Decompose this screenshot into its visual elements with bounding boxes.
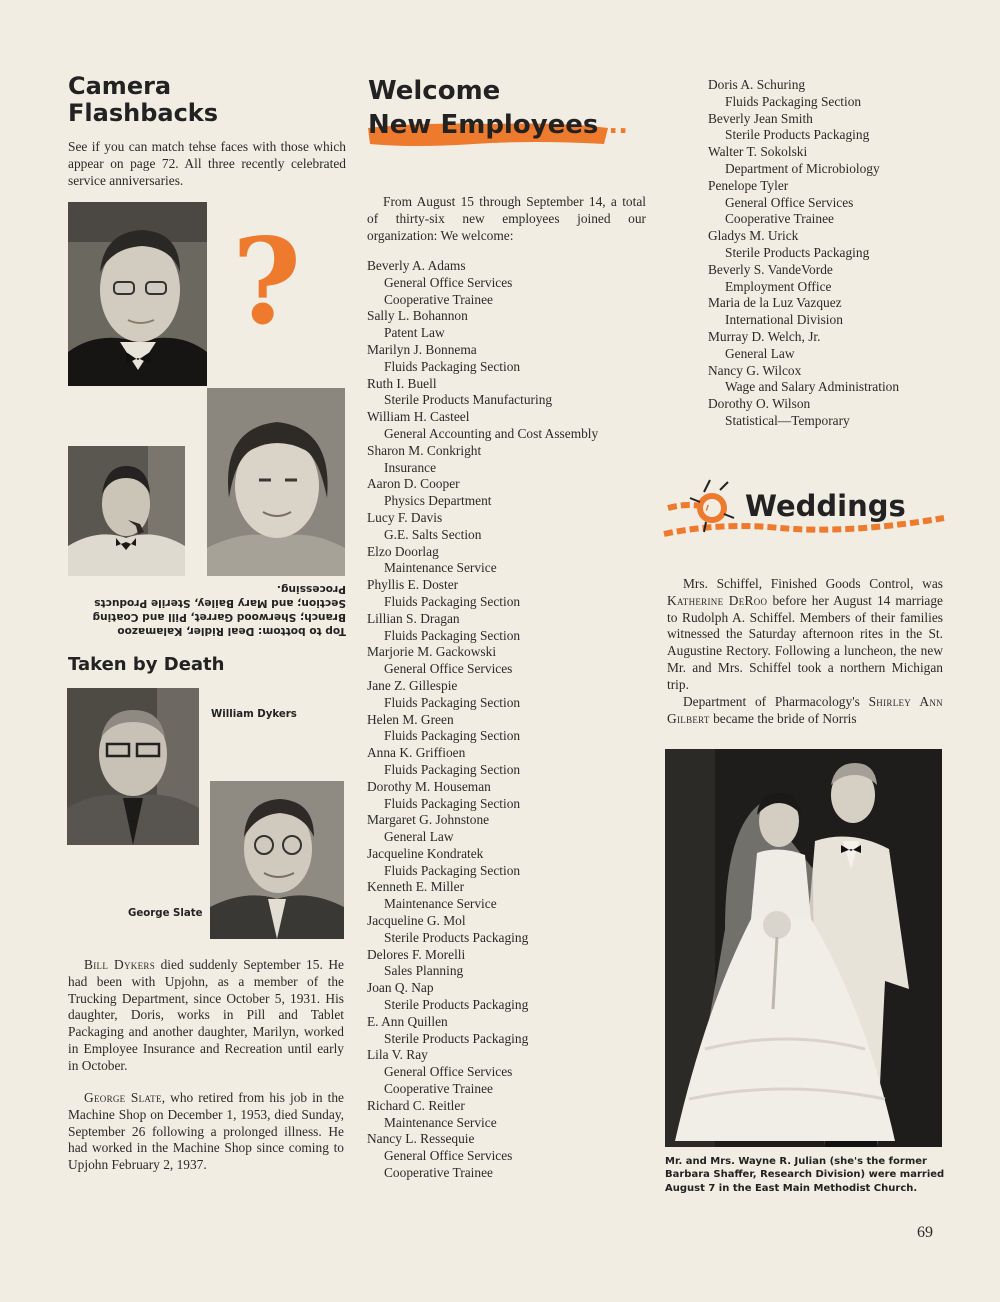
bride-and-groom-illustration <box>665 749 942 1147</box>
employee-name: Marilyn J. Bonnema <box>367 341 477 357</box>
employee-name: Maria de la Luz Vazquez <box>708 295 842 311</box>
portrait-george-slate <box>210 781 344 939</box>
obituary-slate: George Slate, who retired from his job in the Machine Shop on December 1, 1953, died Sunday, September 26 following a prolonged illness. He had worked in the Machine Shop since coming to Upjohn February 2, 1937. <box>68 1090 344 1173</box>
employee-name: Marjorie M. Gackowski <box>367 644 497 660</box>
portrait-woman-bob <box>207 388 345 576</box>
employee-name: Kenneth E. Miller <box>367 879 465 895</box>
employee-name: Delores F. Morelli <box>367 946 466 962</box>
flashback-photo-1 <box>68 202 207 386</box>
wedding-photo <box>665 749 942 1147</box>
portrait-man-tuxedo <box>68 202 207 386</box>
employee-department: Patent Law <box>384 325 445 341</box>
employee-department: General Office Services <box>384 1064 513 1080</box>
employee-department: Cooperative Trainee <box>384 1081 493 1097</box>
employee-name: Nancy L. Ressequie <box>367 1131 475 1147</box>
weddings-title: Weddings <box>745 489 906 523</box>
employee-name: Ruth I. Buell <box>367 375 437 391</box>
employee-name: Walter T. Sokolski <box>708 144 808 160</box>
employee-department: Statistical—Temporary <box>725 412 850 428</box>
flashback-photo-3 <box>207 388 345 576</box>
employee-department: Fluids Packaging Section <box>384 627 521 643</box>
question-mark-graphic: ? <box>232 212 302 351</box>
employee-name: Beverly A. Adams <box>367 258 466 273</box>
flashbacks-caption-upside-down: Top to bottom: Deal Ridler, Kalamazoo Branch; Sherwood Garret, Pill and Coating Section; and Mary Bailey, Sterile Products Processing. <box>92 583 346 637</box>
employee-name: Richard C. Reitler <box>367 1097 465 1113</box>
employee-name: Elzo Doorlag <box>367 543 439 559</box>
employee-department: Cooperative Trainee <box>384 1165 493 1181</box>
employee-name: Beverly Jean Smith <box>708 110 813 126</box>
employee-department: Maintenance Service <box>384 1114 497 1130</box>
employee-name: Phyllis E. Doster <box>367 577 459 593</box>
employee-name: Anna K. Griffioen <box>367 745 466 761</box>
welcome-title: Welcome New Employees... <box>368 76 629 140</box>
employee-name: Helen M. Green <box>367 711 454 727</box>
employee-name: Jacqueline Kondratek <box>367 845 484 861</box>
camera-flashbacks-title: Camera Flashbacks <box>68 72 219 127</box>
employee-department: General Office Services <box>384 274 513 290</box>
photo-william-dykers <box>67 688 199 845</box>
employee-department: Fluids Packaging Section <box>384 593 521 609</box>
employee-department: General Law <box>725 345 795 361</box>
employee-name: Sharon M. Conkright <box>367 442 482 458</box>
employee-department: Cooperative Trainee <box>384 291 493 307</box>
employee-department: Fluids Packaging Section <box>384 761 521 777</box>
employee-name: Gladys M. Urick <box>708 228 799 244</box>
portrait-man-pipe <box>68 446 185 576</box>
employee-name: Margaret G. Johnstone <box>367 812 490 828</box>
employee-name: William H. Casteel <box>367 409 470 425</box>
employee-name: Sally L. Bohannon <box>367 308 468 324</box>
portrait-william-dykers <box>67 688 199 845</box>
employee-department: Fluids Packaging Section <box>384 694 521 710</box>
employee-name: Joan Q. Nap <box>367 980 434 996</box>
obituary-name-dykers: Bill Dykers <box>84 957 155 972</box>
employee-department: Sterile Products Packaging <box>725 127 870 143</box>
employee-name: Lila V. Ray <box>367 1047 428 1063</box>
employee-department: G.E. Salts Section <box>384 526 482 542</box>
employee-department: Wage and Salary Administration <box>725 379 900 395</box>
employee-department: Insurance <box>384 459 437 475</box>
employee-department: Fluids Packaging Section <box>384 795 521 811</box>
title-dots: ... <box>598 110 629 140</box>
wedding-paragraph-1: Mrs. Schiffel, Finished Goods Control, was Katherine DeRoo before her August 14 marriage to Rudolph A. Schiffel. Members of their families witnessed the Saturday afternoon rites in the St. Augustine Rectory. Following a luncheon, the new Mr. and Mrs. Schiffel took a northern Michigan trip. <box>667 576 943 692</box>
employee-department: General Office Services <box>384 1148 513 1164</box>
employee-name: Aaron D. Cooper <box>367 476 460 492</box>
camera-intro: See if you can match tehse faces with those which appear on page 72. All three recently celebrated service anniversaries. <box>68 139 346 188</box>
obituary-name-slate: George Slate <box>84 1090 162 1105</box>
employee-department: General Accounting and Cost Assembly <box>384 425 599 441</box>
flashback-photo-2 <box>68 446 185 576</box>
obituary-dykers: Bill Dykers died suddenly September 15. He had been with Upjohn, as a member of the Trucking Department, since October 5, 1931. His daughter, Doris, works in Pill and Tablet Packaging and another daughter, Marilyn, worked in Employee Insurance and Recreation until early in October. <box>68 957 344 1073</box>
caption-william-dykers: William Dykers <box>211 709 297 720</box>
page-number: 69 <box>917 1224 933 1241</box>
employee-name: Nancy G. Wilcox <box>708 362 802 378</box>
employee-department: Maintenance Service <box>384 896 497 912</box>
employee-name: Jacqueline G. Mol <box>367 913 466 929</box>
employee-list-col1 <box>367 258 657 1182</box>
employee-department: Maintenance Service <box>384 560 497 576</box>
employee-department: Sterile Products Packaging <box>384 1030 529 1046</box>
wedding-photo-caption: Mr. and Mrs. Wayne R. Julian (she's the former Barbara Shaffer, Research Division) were married August 7 in the East Main Methodist Church. <box>665 1156 945 1194</box>
employee-name: E. Ann Quillen <box>367 1013 448 1029</box>
employee-department: Cooperative Trainee <box>725 211 834 227</box>
welcome-intro: From August 15 through September 14, a total of thirty-six new employees joined our organization: We welcome: <box>367 194 646 243</box>
employee-department: Physics Department <box>384 493 492 509</box>
employee-name: Dorothy M. Houseman <box>367 778 491 794</box>
employee-department: Sterile Products Packaging <box>384 997 529 1013</box>
employee-name: Lucy F. Davis <box>367 509 443 525</box>
employee-department: International Division <box>725 312 843 328</box>
employee-department: Sterile Products Packaging <box>725 244 870 260</box>
employee-department: Employment Office <box>725 278 832 294</box>
employee-name: Penelope Tyler <box>708 177 789 193</box>
employee-name: Jane Z. Gillespie <box>367 677 458 693</box>
employee-name: Beverly S. VandeVorde <box>708 261 833 277</box>
employee-department: Department of Microbiology <box>725 160 880 176</box>
employee-department: Sterile Products Manufacturing <box>384 392 553 408</box>
photo-george-slate <box>210 781 344 939</box>
employee-department: Fluids Packaging Section <box>384 862 521 878</box>
employee-department: Fluids Packaging Section <box>384 358 521 374</box>
wedding-paragraph-2: Department of Pharmacology's Shirley Ann Gilbert became the bride of Norris <box>667 694 943 726</box>
employee-name: Dorothy O. Wilson <box>708 396 811 412</box>
employee-department: Sterile Products Packaging <box>384 929 529 945</box>
caption-george-slate: George Slate <box>128 908 203 919</box>
employee-department: Fluids Packaging Section <box>384 728 521 744</box>
taken-by-death-title: Taken by Death <box>68 654 225 675</box>
employee-department: General Law <box>384 829 454 845</box>
employee-department: Sales Planning <box>384 963 464 979</box>
employee-department: General Office Services <box>384 661 513 677</box>
employee-department: General Office Services <box>725 194 854 210</box>
employee-name: Murray D. Welch, Jr. <box>708 328 821 344</box>
employee-name: Lillian S. Dragan <box>367 610 460 626</box>
employee-department: Fluids Packaging Section <box>725 93 862 109</box>
employee-list-col2 <box>708 77 978 430</box>
employee-name: Doris A. Schuring <box>708 77 806 92</box>
